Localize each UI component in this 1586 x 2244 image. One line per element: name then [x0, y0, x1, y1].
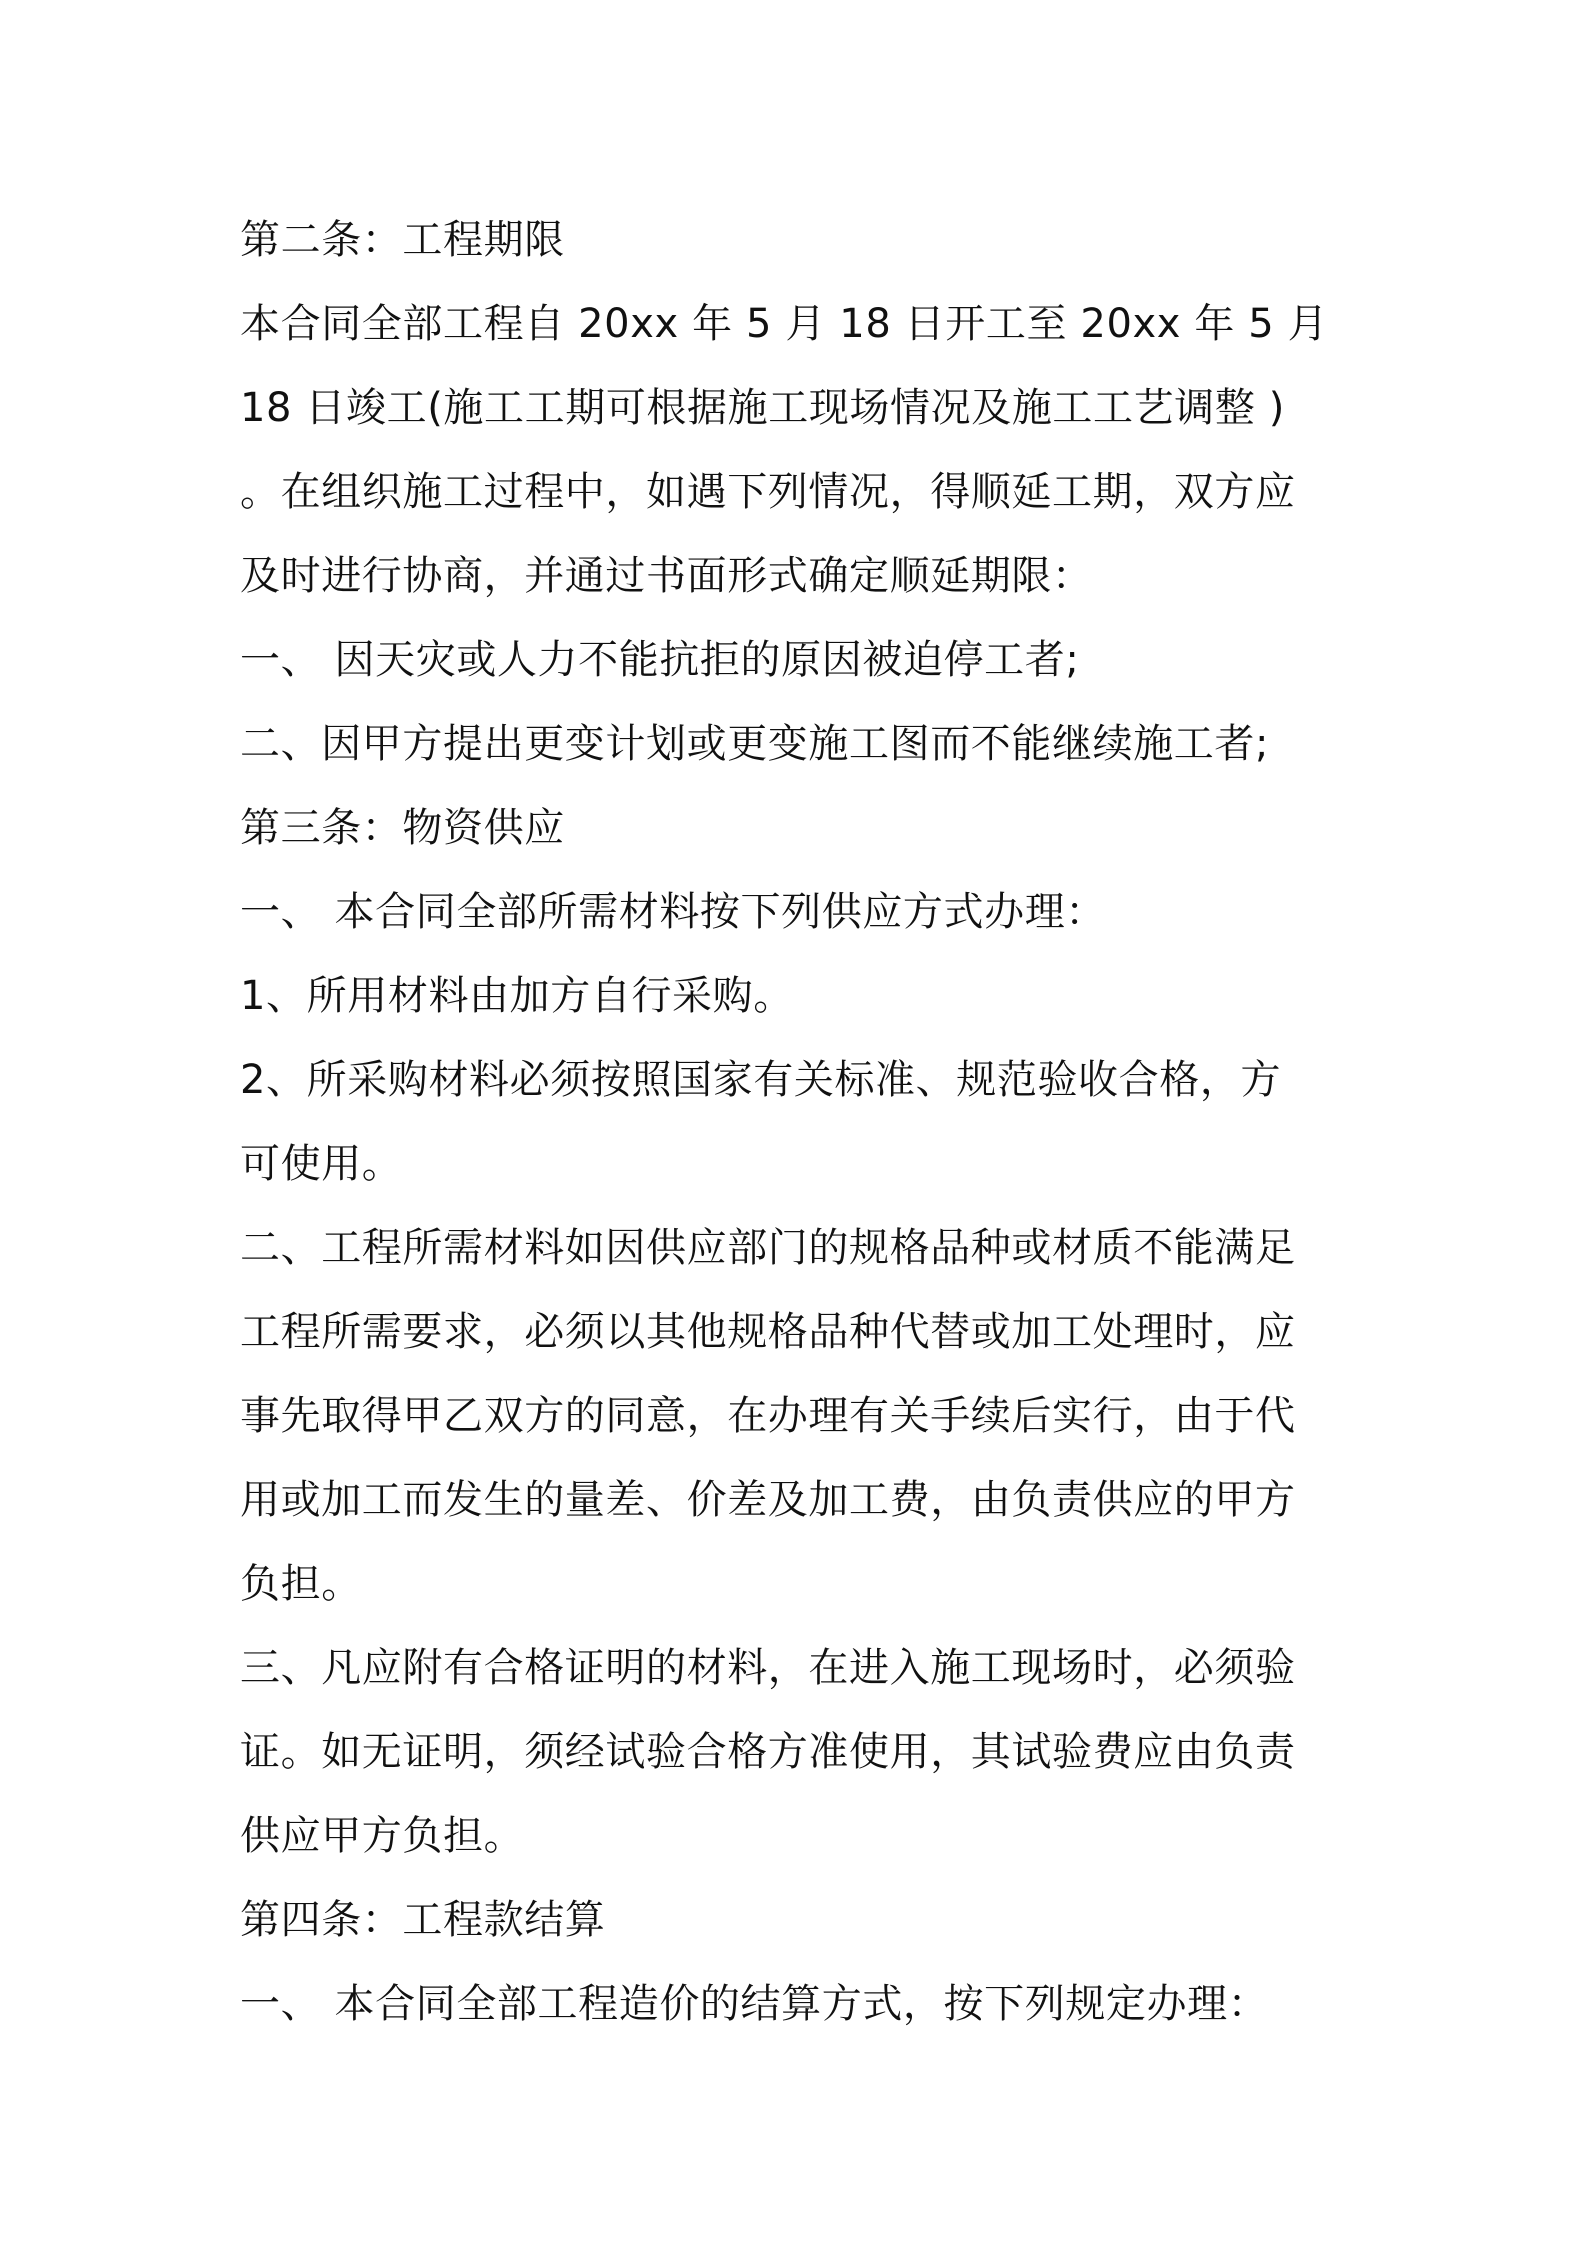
list-item: 一、 本合同全部工程造价的结算方式，按下列规定办理： — [240, 1981, 1269, 2027]
sub-list-item: 1、所用材料由加方自行采购。 — [240, 973, 794, 1019]
section-heading-article-4: 第四条：工程款结算 — [240, 1897, 606, 1943]
paragraph-line: 工程所需要求，必须以其他规格品种代替或加工处理时，应 — [240, 1309, 1296, 1355]
paragraph-line: 证。如无证明，须经试验合格方准使用，其试验费应由负责 — [240, 1729, 1296, 1775]
section-heading-article-2: 第二条：工程期限 — [240, 217, 565, 263]
list-item: 二、因甲方提出更变计划或更变施工图而不能继续施工者; — [240, 721, 1270, 767]
list-item: 二、工程所需材料如因供应部门的规格品种或材质不能满足 — [240, 1225, 1296, 1271]
paragraph-line: 及时进行协商，并通过书面形式确定顺延期限： — [240, 553, 1093, 599]
paragraph-line: 本合同全部工程自 20xx 年 5 月 18 日开工至 20xx 年 5 月 — [240, 301, 1329, 347]
paragraph-line: 负担。 — [240, 1561, 362, 1607]
list-item: 一、 本合同全部所需材料按下列供应方式办理： — [240, 889, 1106, 935]
paragraph-line: 用或加工而发生的量差、价差及加工费，由负责供应的甲方 — [240, 1477, 1296, 1523]
sub-list-item: 2、所采购材料必须按照国家有关标准、规范验收合格，方 — [240, 1057, 1282, 1103]
document-body — [240, 198, 1370, 2046]
paragraph-line: 供应甲方负担。 — [240, 1813, 525, 1859]
paragraph-line: 可使用。 — [240, 1141, 403, 1187]
list-item: 一、 因天灾或人力不能抗拒的原因被迫停工者; — [240, 637, 1080, 683]
list-item: 三、凡应附有合格证明的材料，在进入施工现场时，必须验 — [240, 1645, 1296, 1691]
paragraph-line: 18 日竣工(施工工期可根据施工现场情况及施工工艺调整 ) — [240, 385, 1285, 431]
paragraph-line: 事先取得甲乙双方的同意，在办理有关手续后实行，由于代 — [240, 1393, 1296, 1439]
section-heading-article-3: 第三条：物资供应 — [240, 805, 565, 851]
paragraph-line: 。在组织施工过程中，如遇下列情况，得顺延工期，双方应 — [240, 469, 1296, 515]
